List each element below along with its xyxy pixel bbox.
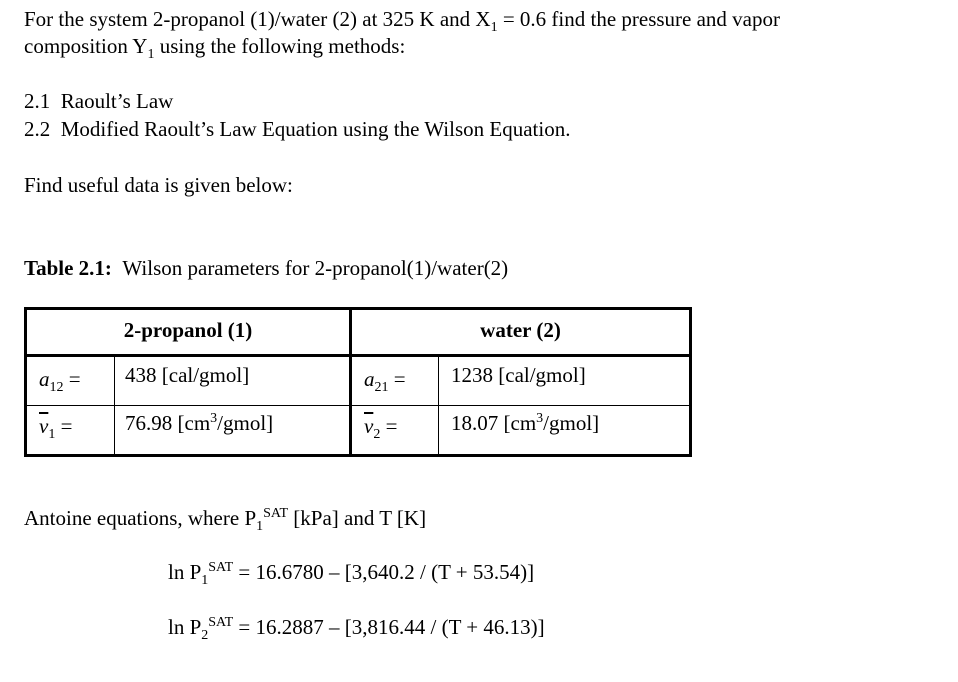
v1-value: 76.98 $[cm^3/gmol]$ — [125, 411, 274, 435]
cell-rule-left — [114, 357, 115, 454]
problem-text-1-tail: = 0.6 find the pressure and vapor — [497, 7, 780, 31]
a21-value: 1238 [cal/gmol] — [451, 363, 586, 387]
table-caption-label: Table 2.1: — [24, 256, 112, 280]
cell-rule-right — [438, 357, 439, 454]
antoine-equation-2: $\ln P_2^{SAT} = 16.2887 - [3,816.44 / (T + 46.13)]$ — [168, 615, 545, 644]
row-rule — [27, 405, 689, 406]
method-number: 2.1 — [24, 89, 51, 113]
method-item-1 — [24, 88, 173, 114]
wilson-table — [24, 307, 692, 457]
problem-text-1: For the system 2-propanol (1)/water (2) at 325 K and X — [24, 7, 491, 31]
header-rule — [27, 354, 689, 357]
method-text: Modified Raoult’s Law Equation using the Wilson Equation. — [60, 117, 571, 141]
a12-value: 438 [cal/gmol] — [125, 363, 250, 387]
method-text: Raoult’s Law — [60, 89, 174, 113]
method-number: 2.2 — [24, 117, 51, 141]
antoine-equation-1: $\ln P_1^{SAT} = 16.6780 - [3,640.2 / (T + 53.54)]$ — [168, 560, 535, 589]
problem-line-1 — [24, 6, 780, 36]
table-caption — [24, 255, 508, 281]
v1-symbol: $\overline{v}_1$ = — [39, 414, 73, 443]
y1-subscript: 1 — [147, 47, 155, 63]
data-intro: Find useful data is given below: — [24, 173, 293, 197]
a21-symbol: $a_{21}$ = — [364, 367, 406, 396]
a12-symbol: $a_{12}$ = — [39, 367, 81, 396]
method-item-2 — [24, 116, 570, 142]
antoine-intro: Antoine equations, where $P_1^{SAT}$ [kPa] and T [K] — [24, 506, 427, 535]
x1-subscript: 1 — [490, 20, 498, 36]
col-header-propanol: 2-propanol (1) — [123, 318, 253, 342]
table-caption-text: Wilson parameters for 2-propanol(1)/water(2) — [122, 256, 509, 280]
col-header-water: water (2) — [480, 318, 561, 342]
v2-value: 18.07 $[cm^3/gmol]$ — [451, 411, 600, 435]
problem-line-2 — [24, 33, 406, 63]
problem-text-2-tail: using the following methods: — [154, 34, 406, 58]
v2-symbol: $\overline{v}_2$ = — [364, 414, 398, 443]
problem-text-2: composition Y — [24, 34, 148, 58]
